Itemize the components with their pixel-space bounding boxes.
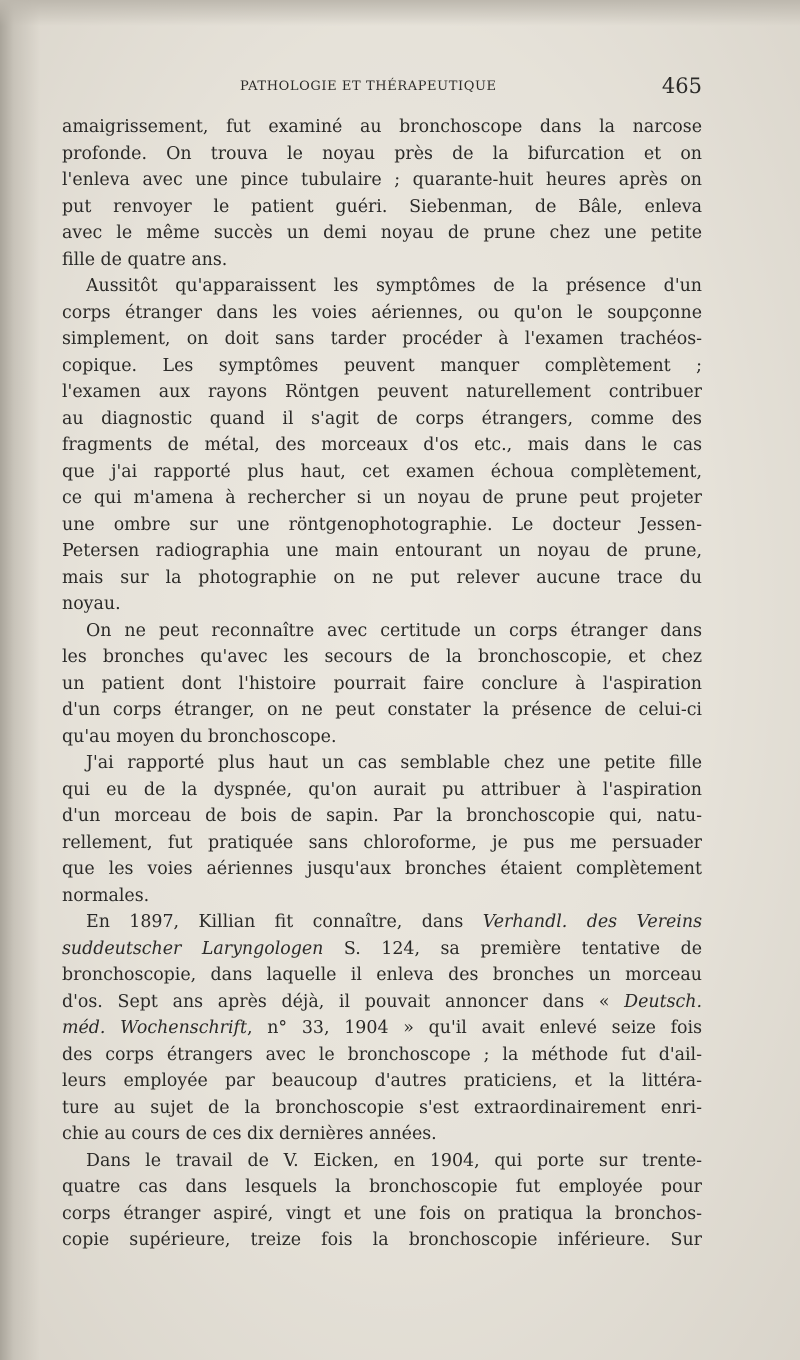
- text-line: des corps étrangers avec le bronchoscope ; la méthode fut d'ail-: [62, 1044, 702, 1065]
- text-line: noyau.: [62, 594, 121, 614]
- text-line: d'un morceau de bois de sapin. Par la bronchoscopie qui, natu-: [62, 806, 702, 826]
- text-line: bronchoscopie, dans laquelle il enleva des bronches un morceau: [62, 965, 702, 985]
- text-run: S. 124, sa première tentative de: [323, 938, 702, 959]
- text-run: En 1897, Killian fit connaître, dans: [86, 912, 483, 932]
- text-line: mais sur la photographie on ne put relever aucune trace du: [62, 567, 702, 588]
- text-line: quatre cas dans lesquels la bronchoscopie fut employée pour: [62, 1177, 702, 1197]
- text-run: , n° 33, 1904 » qu'il avait enlevé seize fois: [246, 1018, 702, 1038]
- top-edge-shadow: [0, 0, 800, 26]
- text-line: d'un corps étranger, on ne peut constater la présence de celui-ci: [62, 700, 702, 720]
- text-line: au diagnostic quand il s'agit de corps étrangers, comme des: [62, 408, 702, 429]
- text-line: fille de quatre ans.: [62, 249, 228, 270]
- text-line: qui eu de la dyspnée, qu'on aurait pu attribuer à l'aspiration: [62, 779, 702, 800]
- text-line: copique. Les symptômes peuvent manquer complètement ;: [62, 355, 702, 376]
- text-line: amaigrissement, fut examiné au bronchoscope dans la narcose: [62, 117, 702, 137]
- text-line: [62, 989, 702, 1016]
- text-line: une ombre sur une röntgenophotographie. Le docteur Jessen-: [62, 514, 702, 535]
- text-line: profonde. On trouva le noyau près de la bifurcation et on: [62, 143, 702, 164]
- italic-text-run: méd. Wochenschrift: [62, 1018, 247, 1038]
- text-line: les bronches qu'avec les secours de la bronchoscopie, et chez: [62, 647, 702, 667]
- text-line: corps étranger dans les voies aériennes, ou qu'on le soupçonne: [62, 302, 702, 323]
- body-text: [62, 114, 702, 1254]
- text-line: chie au cours de ces dix dernières années.: [62, 1124, 437, 1144]
- text-line: Petersen radiographia une main entourant un noyau de prune,: [62, 541, 702, 561]
- text-line: J'ai rapporté plus haut un cas semblable chez une petite fille: [86, 753, 702, 773]
- text-line: Aussitôt qu'apparaissent les symptômes de la présence d'un: [86, 276, 702, 296]
- text-line: que j'ai rapporté plus haut, cet examen échoua complètement,: [62, 461, 702, 482]
- text-line: On ne peut reconnaître avec certitude un corps étranger dans: [86, 620, 702, 641]
- text-run: d'os. Sept ans après déjà, il pouvait annoncer dans «: [62, 991, 625, 1012]
- binding-shadow: [0, 0, 40, 1360]
- italic-text-run: suddeutscher Laryngologen: [62, 938, 324, 959]
- text-line: rellement, fut pratiquée sans chloroforme, je pus me persuader: [62, 832, 702, 853]
- text-line: ture au sujet de la bronchoscopie s'est extraordinairement enri-: [62, 1097, 702, 1118]
- running-head: [62, 76, 702, 100]
- text-line: fragments de métal, des morceaux d'os etc., mais dans le cas: [62, 435, 702, 455]
- text-line: avec le même succès un demi noyau de prune chez une petite: [62, 223, 702, 243]
- text-line: leurs employée par beaucoup d'autres praticiens, et la littéra-: [62, 1071, 702, 1091]
- text-line: [62, 1015, 702, 1042]
- page-number: 465: [661, 74, 702, 98]
- text-line: [62, 936, 702, 963]
- text-line: put renvoyer le patient guéri. Siebenman, de Bâle, enleva: [62, 196, 702, 217]
- text-line: que les voies aériennes jusqu'aux bronches étaient complètement: [62, 859, 702, 879]
- text-line: ce qui m'amena à rechercher si un noyau de prune peut projeter: [62, 488, 702, 508]
- running-title: PATHOLOGIE ET THÉRAPEUTIQUE: [240, 79, 497, 94]
- text-line: l'enleva avec une pince tubulaire ; quarante-huit heures après on: [62, 170, 702, 190]
- text-line: simplement, on doit sans tarder procéder à l'examen trachéos-: [62, 329, 702, 349]
- text-line: copie supérieure, treize fois la bronchoscopie inférieure. Sur: [62, 1230, 702, 1250]
- text-line: qu'au moyen du bronchoscope.: [62, 726, 337, 747]
- italic-text-run: Deutsch.: [624, 991, 702, 1012]
- italic-text-run: Verhandl. des Vereins: [482, 912, 702, 932]
- text-line: corps étranger aspiré, vingt et une fois on pratiqua la bronchos-: [62, 1203, 702, 1224]
- text-line: normales.: [62, 885, 150, 906]
- text-line: l'examen aux rayons Röntgen peuvent naturellement contribuer: [62, 382, 702, 402]
- text-line: un patient dont l'histoire pourrait faire conclure à l'aspiration: [62, 673, 702, 694]
- text-line: [62, 909, 702, 936]
- text-line: Dans le travail de V. Eicken, en 1904, qui porte sur trente-: [86, 1150, 702, 1171]
